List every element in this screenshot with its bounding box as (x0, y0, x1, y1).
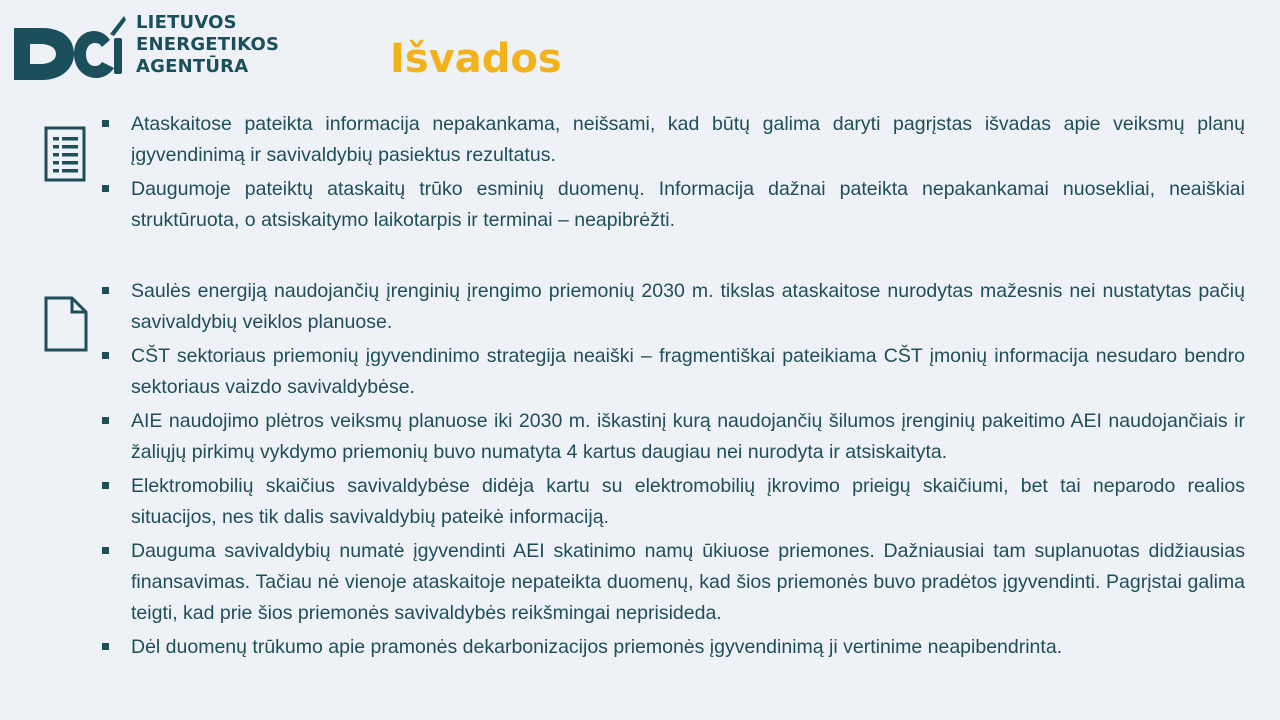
list-item (101, 109, 1245, 171)
list-item (101, 536, 1245, 629)
bullet-marker (102, 352, 109, 359)
bullet-marker (102, 417, 109, 424)
bullet-text: Dauguma savivaldybių numatė įgyvendinti AEI skatinimo namų ūkiuose priemones. Dažniausiai tam suplanuotas didžiausias finansavimas. Tačiau nė vienoje ataskaitoje nepateikta duomenų, kad šios priemonės buvo pradėtos įgyvendinti. Pagrįstai galima teigti, kad prie šios priemonės savivaldybės reikšmingai neprisideda. (131, 540, 1245, 624)
bullet-text: Elektromobilių skaičius savivaldybėse didėja kartu su elektromobilių įkrovimo prieigų skaičiumi, bet tai neparodo realios situacijos, nes tik dalis savivaldybių pateikė informaciją. (131, 475, 1245, 528)
bullet-marker (102, 287, 109, 294)
agency-logo-text (136, 12, 279, 78)
slide-title: Išvados (390, 36, 562, 82)
list-item (101, 632, 1245, 663)
bullet-marker (102, 185, 109, 192)
bullet-list-general (101, 109, 1245, 239)
bullet-text: AIE naudojimo plėtros veiksmų planuose iki 2030 m. iškastinį kurą naudojančių šilumos įrenginių pakeitimo AEI naudojančiais ir žaliųjų pirkimų vykdymo priemonių buvo numatyta 4 kartus daugiau nei nurodyta ir atsiskaityta. (131, 410, 1245, 463)
logo-line-1: LIETUVOS (136, 12, 237, 33)
list-item (101, 174, 1245, 236)
agency-logo (14, 12, 284, 84)
list-item (101, 406, 1245, 468)
bullet-text: Dėl duomenų trūkumo apie pramonės dekarbonizacijos priemonės įgyvendinimą ji vertinime neapibendrinta. (131, 636, 1063, 658)
bullet-marker (102, 120, 109, 127)
checklist-icon (44, 126, 88, 184)
bullet-text: Ataskaitose pateikta informacija nepakankama, neišsami, kad būtų galima daryti pagrįstas išvadas apie veiksmų planų įgyvendinimą ir savivaldybių pasiektus rezultatus. (131, 113, 1245, 166)
bullet-marker (102, 547, 109, 554)
bullet-marker (102, 643, 109, 650)
logo-line-3: AGENTŪRA (136, 56, 249, 77)
agency-logo-mark-icon (14, 14, 128, 80)
document-icon (44, 296, 88, 354)
bullet-text: Daugumoje pateiktų ataskaitų trūko esminių duomenų. Informacija dažnai pateikta nepakankamai nuosekliai, neaiškiai struktūruota, o atsiskaitymo laikotarpis ir terminai – neapibrėžti. (131, 178, 1245, 231)
bullet-text: Saulės energiją naudojančių įrenginių įrengimo priemonių 2030 m. tikslas ataskaitose nurodytas mažesnis nei nustatytas pačių savivaldybių veiklos planuose. (131, 280, 1245, 333)
logo-line-2: ENERGETIKOS (136, 34, 280, 55)
list-item (101, 471, 1245, 533)
list-item (101, 341, 1245, 403)
list-item (101, 276, 1245, 338)
bullet-marker (102, 482, 109, 489)
bullet-list-measures (101, 276, 1245, 666)
bullet-text: CŠT sektoriaus priemonių įgyvendinimo strategija neaiški – fragmentiškai pateikiama CŠT įmonių informacija nesudaro bendro sektoriaus vaizdo savivaldybėse. (131, 345, 1245, 398)
